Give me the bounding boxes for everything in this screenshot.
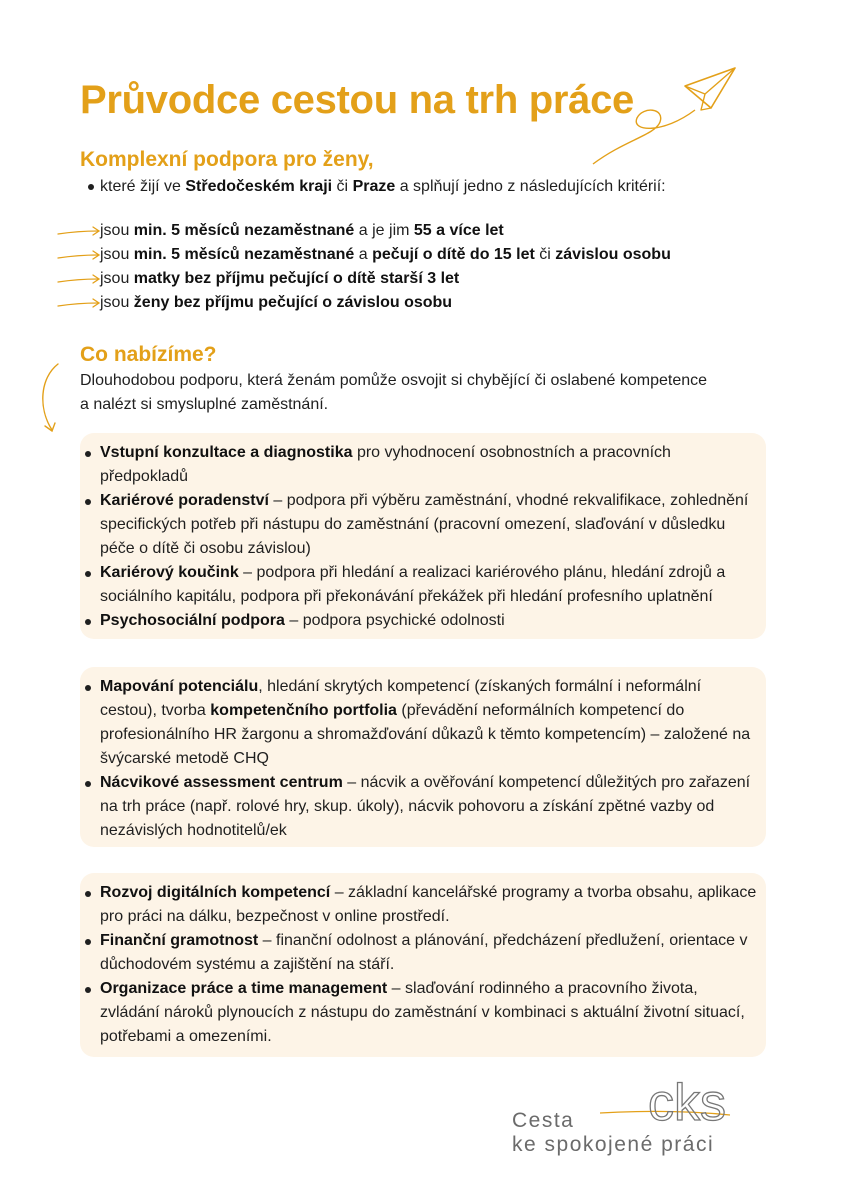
criterion-text: jsou [100,294,134,311]
section-heading-support: Komplexní podpora pro ženy, [80,148,374,171]
page-title: Průvodce cestou na trh práce [80,78,635,122]
services-box-skills [80,873,766,1057]
list-item: Psychosociální podpora – podpora psychické odolnosti [100,609,760,633]
criterion-bold: min. 5 měsíců nezaměstnané [133,222,355,239]
criteria-intro [100,175,666,199]
criterion-text: a je jim [354,222,414,239]
list-item: Rozvoj digitálních kompetencí – základní kancelářské programy a tvorba obsahu, aplikace pro práci na dálku, bezpečnost v online prostředí. [100,881,760,929]
services-box-competences [80,667,766,847]
intro-city: Praze [352,178,396,195]
criterion-text: či [534,246,556,263]
logo [510,1075,790,1175]
criterion-bold: 55 a více let [413,222,504,239]
criterion-bold: závislou osobu [555,246,671,263]
list-item: Organizace práce a time management – slaďování rodinného a pracovního života, zvládání nároků plynoucích z nástupu do zaměstnání v kombinaci s aktuální životní situací, potřebami a omezeními. [100,977,760,1049]
logo-line-2: ke spokojené práci [512,1133,715,1156]
curved-arrow-down-icon [34,360,74,440]
criteria-arrows [56,220,106,320]
list-item: Nácvikové assessment centrum – nácvik a ověřování kompetencí důležitých pro zařazení na trh práce (např. rolové hry, skup. úkoly), nácvik pohovoru a získání zpětné vazby od nezávislých hodnotitelů/ek [100,771,760,843]
services-box-counselling [80,433,766,639]
intro-region: Středočeském kraji [185,178,333,195]
intro-text: které žijí ve [100,178,186,195]
criterion-1 [100,219,504,243]
criterion-text: a [354,246,373,263]
offer-intro-line2: a nalézt si smysluplné zaměstnání. [80,396,329,413]
logo-mark-text: cks [648,1075,726,1132]
list-item: Kariérové poradenství – podpora při výběru zaměstnání, vhodné rekvalifikace, zohlednění specifických potřeb při nástupu do zaměstnání (pracovní omezení, slaďování v důsledku péče o dítě či osobu závislou) [100,489,760,561]
criterion-bold: min. 5 měsíců nezaměstnané [133,246,355,263]
criterion-4 [100,291,452,315]
criterion-bold: pečují o dítě do 15 let [372,246,535,263]
logo-line-1: Cesta [512,1109,575,1132]
paper-plane-icon [585,60,755,170]
list-item: Kariérový koučink – podpora při hledání a realizaci kariérového plánu, hledání zdrojů a sociálního kapitálu, podpora při překonávání překážek při hledání profesního uplatnění [100,561,760,609]
list-item: Vstupní konzultace a diagnostika pro vyhodnocení osobnostních a pracovních předpokladů [100,441,760,489]
criterion-bold: ženy bez příjmu pečující o závislou osobu [133,294,453,311]
intro-text: či [332,178,353,195]
criterion-text: jsou [100,270,134,287]
list-item: Mapování potenciálu, hledání skrytých kompetencí (získaných formální i neformální cestou), tvorba kompetenčního portfolia (převádění neformálních kompetencí do profesionálního HR žargonu a shromažďování důkazů k těmto kompetencím) – založené na švýcarské metodě CHQ [100,675,760,771]
criterion-text: jsou [100,246,134,263]
criterion-3 [100,267,459,291]
section-heading-offer: Co nabízíme? [80,343,217,366]
list-item: Finanční gramotnost – finanční odolnost a plánování, předcházení předlužení, orientace v důchodovém systému a zajištění na stáří. [100,929,760,977]
criterion-2 [100,243,671,267]
bullet [88,184,94,190]
intro-text: a splňují jedno z následujících kritérií: [395,178,666,195]
criterion-bold: matky bez příjmu pečující o dítě starší 3 let [133,270,460,287]
offer-intro-line1: Dlouhodobou podporu, která ženám pomůže osvojit si chybějící či oslabené kompetence [80,372,708,389]
criterion-text: jsou [100,222,134,239]
